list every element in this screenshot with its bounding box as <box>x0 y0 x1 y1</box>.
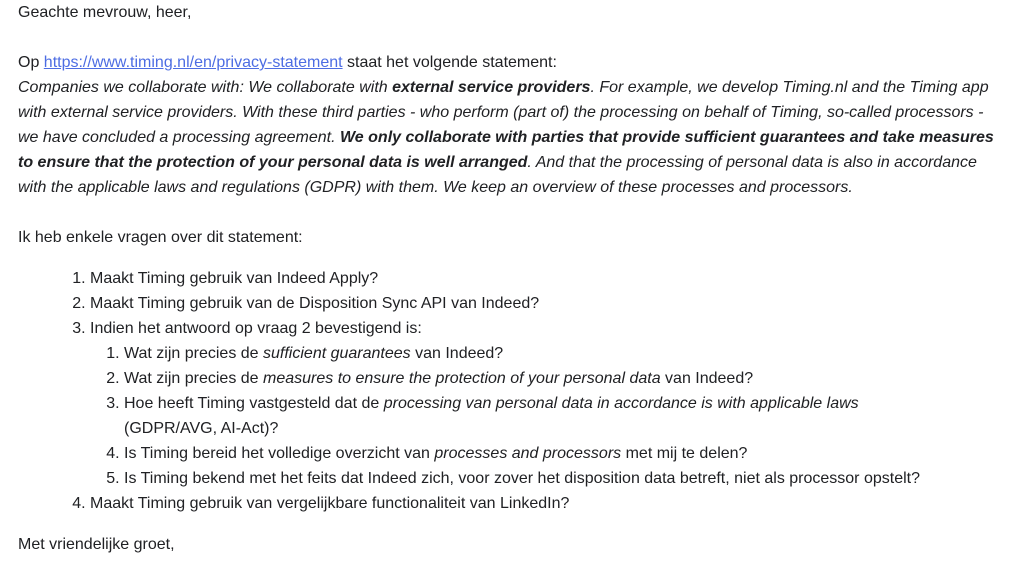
sub-question-1-pre: Wat zijn precies de <box>124 345 264 362</box>
sub-questions-list <box>90 341 1006 491</box>
question-4-text: Maakt Timing gebruik van vergelijkbare functionaliteit van LinkedIn? <box>90 495 570 512</box>
sub-question-4-em: processes and processors <box>434 445 622 462</box>
sub-question-item-3 <box>124 391 1006 441</box>
question-item-4 <box>90 491 1006 516</box>
sub-question-1-post: van Indeed? <box>410 345 504 362</box>
sub-question-3-post: (GDPR/AVG, AI-Act)? <box>124 420 279 437</box>
statement-seg1: Companies we collaborate with: We collaborate with <box>18 79 393 96</box>
question-1-text: Maakt Timing gebruik van Indeed Apply? <box>90 270 379 287</box>
sub-question-3-em: processing van personal data in accordance is with applicable laws <box>383 395 859 412</box>
question-item-1 <box>90 266 1006 291</box>
question-2-text: Maakt Timing gebruik van de Disposition Sync API van Indeed? <box>90 295 540 312</box>
questions-intro-line: Ik heb enkele vragen over dit statement: <box>18 229 303 246</box>
statement-seg2-bold: external service providers <box>392 79 591 96</box>
sub-question-item-2 <box>124 366 1006 391</box>
statement-seg3: . For example, we develop Timing.nl and the Timing app with external service providers. With these third parties - who perform (part of) the processing on behalf of Timing, so-called processors - we have concluded a processing agreement. <box>18 79 989 146</box>
sub-question-4-post: met mij te delen? <box>621 445 748 462</box>
statement-seg4-bold: We only collaborate with parties that provide sufficient guarantees and take measures to ensure that the protection of your personal data is well arranged <box>18 129 994 171</box>
sub-question-item-5 <box>124 466 1006 491</box>
closing-line: Met vriendelijke groet, <box>18 536 175 553</box>
intro-prefix: Op <box>18 54 44 71</box>
sub-question-item-1 <box>124 341 1006 366</box>
question-item-3 <box>90 316 1006 491</box>
statement-seg5: . And that the processing of personal data is also in accordance with the applicable laws and regulations (GDPR) with them. We keep an overview of these processes and processors. <box>18 154 977 196</box>
sub-question-2-em: measures to ensure the protection of your personal data <box>263 370 661 387</box>
sub-question-1-em: sufficient guarantees <box>263 345 411 362</box>
privacy-statement-link[interactable]: https://www.timing.nl/en/privacy-statement <box>43 54 343 71</box>
greeting-line: Geachte mevrouw, heer, <box>18 4 192 21</box>
sub-question-2-pre: Wat zijn precies de <box>124 370 264 387</box>
sub-question-item-4 <box>124 441 1006 466</box>
question-item-2 <box>90 291 1006 316</box>
sub-question-4-pre: Is Timing bereid het volledige overzicht van <box>124 445 435 462</box>
statement-block <box>18 50 1006 200</box>
sub-question-3-pre: Hoe heeft Timing vastgesteld dat de <box>124 395 384 412</box>
questions-list <box>18 266 1006 516</box>
statement-quote <box>18 75 1006 200</box>
intro-suffix: staat het volgende statement: <box>342 54 557 71</box>
sub-question-5-pre: Is Timing bekend met het feits dat Indeed zich, voor zover het disposition data betreft, niet als processor opstelt? <box>124 470 920 487</box>
sub-question-2-post: van Indeed? <box>660 370 754 387</box>
intro-line <box>18 50 1006 75</box>
question-3-text: Indien het antwoord op vraag 2 bevestigend is: <box>90 320 422 337</box>
